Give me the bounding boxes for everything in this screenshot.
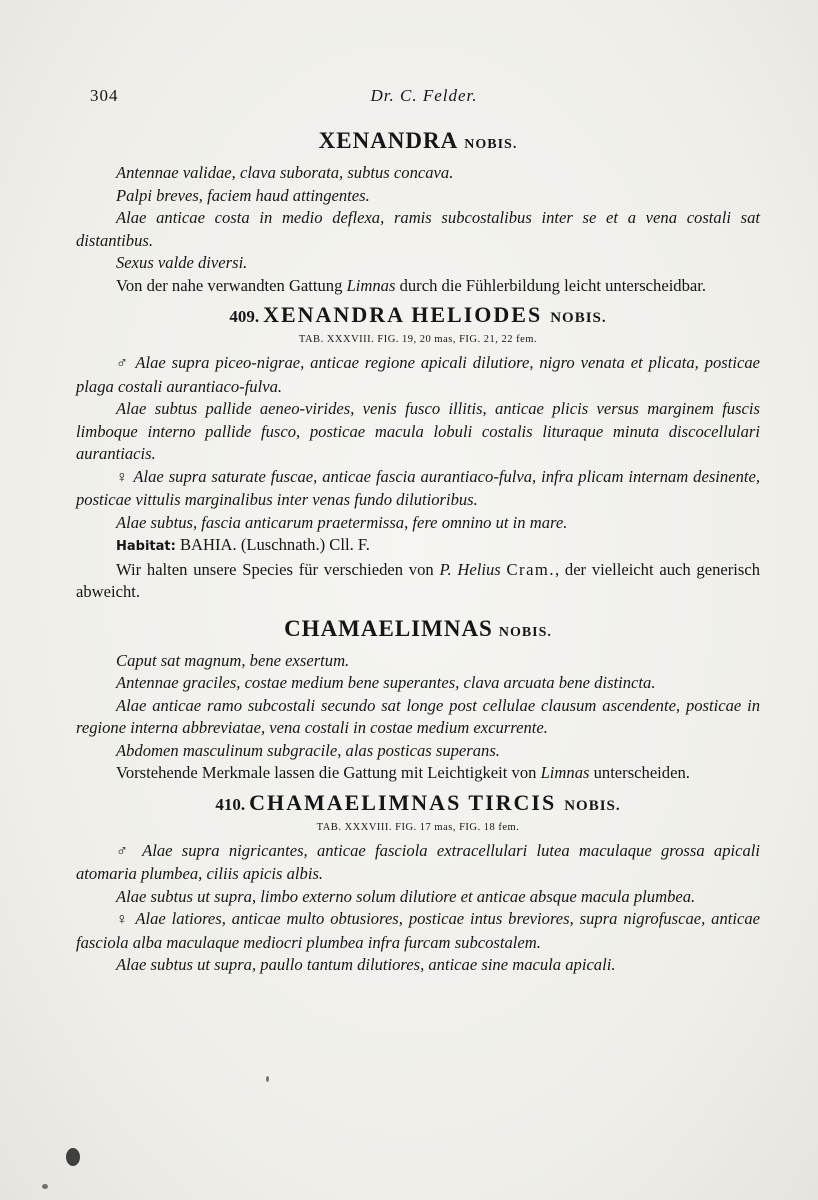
nobis-label: NOBIS.: [498, 624, 552, 640]
remark-species: P. Helius: [439, 559, 501, 579]
remark-genus: Limnas: [346, 275, 396, 295]
genus-diagnosis-line: Antennae validae, clava suborata, subtus concava.: [116, 163, 454, 182]
nobis-label: NOBIS.: [550, 310, 607, 326]
plate-reference: TAB. XXXVIII. FIG. 17 mas, FIG. 18 fem.: [316, 821, 520, 833]
genus-heading-chamaelimnas: [76, 614, 760, 648]
remark-text: durch die Fühlerbildung leicht unterscheidbar.: [395, 275, 707, 295]
genus-diagnosis-line: Sexus valde diversi.: [116, 253, 248, 272]
species-name: CHAMAELIMNAS TIRCIS: [249, 789, 557, 815]
habitat-text: BAHIA. (Luschnath.) Cll. F.: [175, 535, 370, 554]
female-symbol-icon: ♀: [116, 911, 130, 928]
remark-author: Cram.: [506, 559, 555, 579]
male-underside-description: Alae subtus ut supra, limbo externo solum dilutiore et anticae absque macula plumbea.: [116, 886, 696, 906]
nobis-label: NOBIS.: [464, 137, 518, 152]
plate-reference: TAB. XXXVIII. FIG. 19, 20 mas, FIG. 21, 22 fem.: [298, 334, 538, 345]
genus-diagnosis-line: Alae anticae ramo subcostali secundo sat longe post cellulae clausum ascendente, posticae in regione interna abbreviatae, vena costali in costae medium excurrente.: [76, 695, 760, 737]
scan-speck: [266, 1076, 269, 1082]
scan-speck: [42, 1184, 48, 1189]
scan-speck: [66, 1148, 80, 1166]
female-description: [76, 908, 760, 954]
genus-diagnosis-line: Antennae graciles, costae medium bene superantes, clava arcuata bene distincta.: [116, 673, 656, 692]
description-text: Alae latiores, anticae multo obtusiores, posticae intus breviores, supra nigrofuscae, anticae fasciola alba maculaque mediocri plumbea infra furcam subcostalem.: [76, 909, 760, 952]
male-description: [76, 840, 760, 886]
female-underside-description: Alae subtus, fascia anticarum praetermissa, fere omnino ut in mare.: [116, 512, 568, 532]
remark-text: unterscheiden.: [589, 763, 690, 782]
remark-text: Vorstehende Merkmale lassen die Gattung mit Leichtigkeit von: [116, 763, 541, 782]
genus-remark: [76, 762, 760, 785]
page-number: 304: [90, 86, 119, 105]
species-name: XENANDRA HELIODES: [263, 302, 543, 327]
species-remark: [76, 559, 760, 604]
page-header: [90, 86, 758, 110]
genus-remark: [76, 275, 760, 298]
description-text: Alae supra saturate fuscae, anticae fascia aurantiaco-fulva, infra plicam internam desinente, posticae vittulis marginalibus inter venas fundo dilutioribus.: [76, 466, 760, 509]
male-description: [76, 352, 760, 398]
habitat-line: [76, 534, 760, 559]
genus-diagnosis-line: Palpi breves, faciem haud attingentes.: [116, 185, 370, 205]
male-symbol-icon: ♂: [116, 842, 134, 860]
habitat-label: Habitat:: [116, 539, 176, 554]
genus-heading-xenandra: [76, 126, 760, 160]
nobis-label: NOBIS.: [564, 797, 621, 814]
genus-diagnosis-line: Caput sat magnum, bene exsertum.: [116, 650, 350, 670]
page-body: [76, 120, 760, 977]
remark-text: Wir halten unsere Species für verschieden von: [116, 559, 440, 579]
remark-text: , der vielleicht auch generisch abweicht.: [76, 559, 760, 601]
male-symbol-icon: ♂: [116, 355, 130, 372]
female-symbol-icon: ♀: [116, 468, 129, 486]
running-head-author: Dr. C. Felder.: [370, 86, 478, 105]
genus-name: CHAMAELIMNAS: [284, 615, 493, 641]
genus-name: XENANDRA: [318, 128, 459, 153]
species-heading-tircis: [76, 789, 760, 820]
male-underside-description: Alae subtus pallide aeneo-virides, venis fusco illitis, anticae plicis versus marginem fuscis limboque interno pallide fusco, posticae macula lobuli costalis lituraque minuta discocellulari aurantiacis.: [76, 399, 760, 463]
species-number: 409.: [229, 307, 260, 326]
description-text: Alae supra nigricantes, anticae fasciola extracellulari lutea maculaque grossa apicali atomaria plumbea, ciliis apicis albis.: [76, 840, 760, 883]
description-text: Alae supra piceo-nigrae, anticae regione apicali dilutiore, nigro venata et plicata, posticae plaga costali aurantiaco-fulva.: [76, 353, 760, 396]
female-underside-description: Alae subtus ut supra, paullo tantum dilutiores, anticae sine macula apicali.: [116, 955, 616, 974]
remark-genus: Limnas: [540, 763, 590, 782]
species-number: 410.: [215, 794, 246, 814]
female-description: [76, 466, 760, 512]
remark-text: Von der nahe verwandten Gattung: [116, 275, 347, 295]
species-heading-heliodes: [76, 301, 760, 332]
genus-diagnosis-line: Alae anticae costa in medio deflexa, ramis subcostalibus inter se et a vena costali sat distantibus.: [76, 208, 760, 250]
genus-diagnosis-line: Abdomen masculinum subgracile, alas posticas superans.: [116, 740, 500, 760]
